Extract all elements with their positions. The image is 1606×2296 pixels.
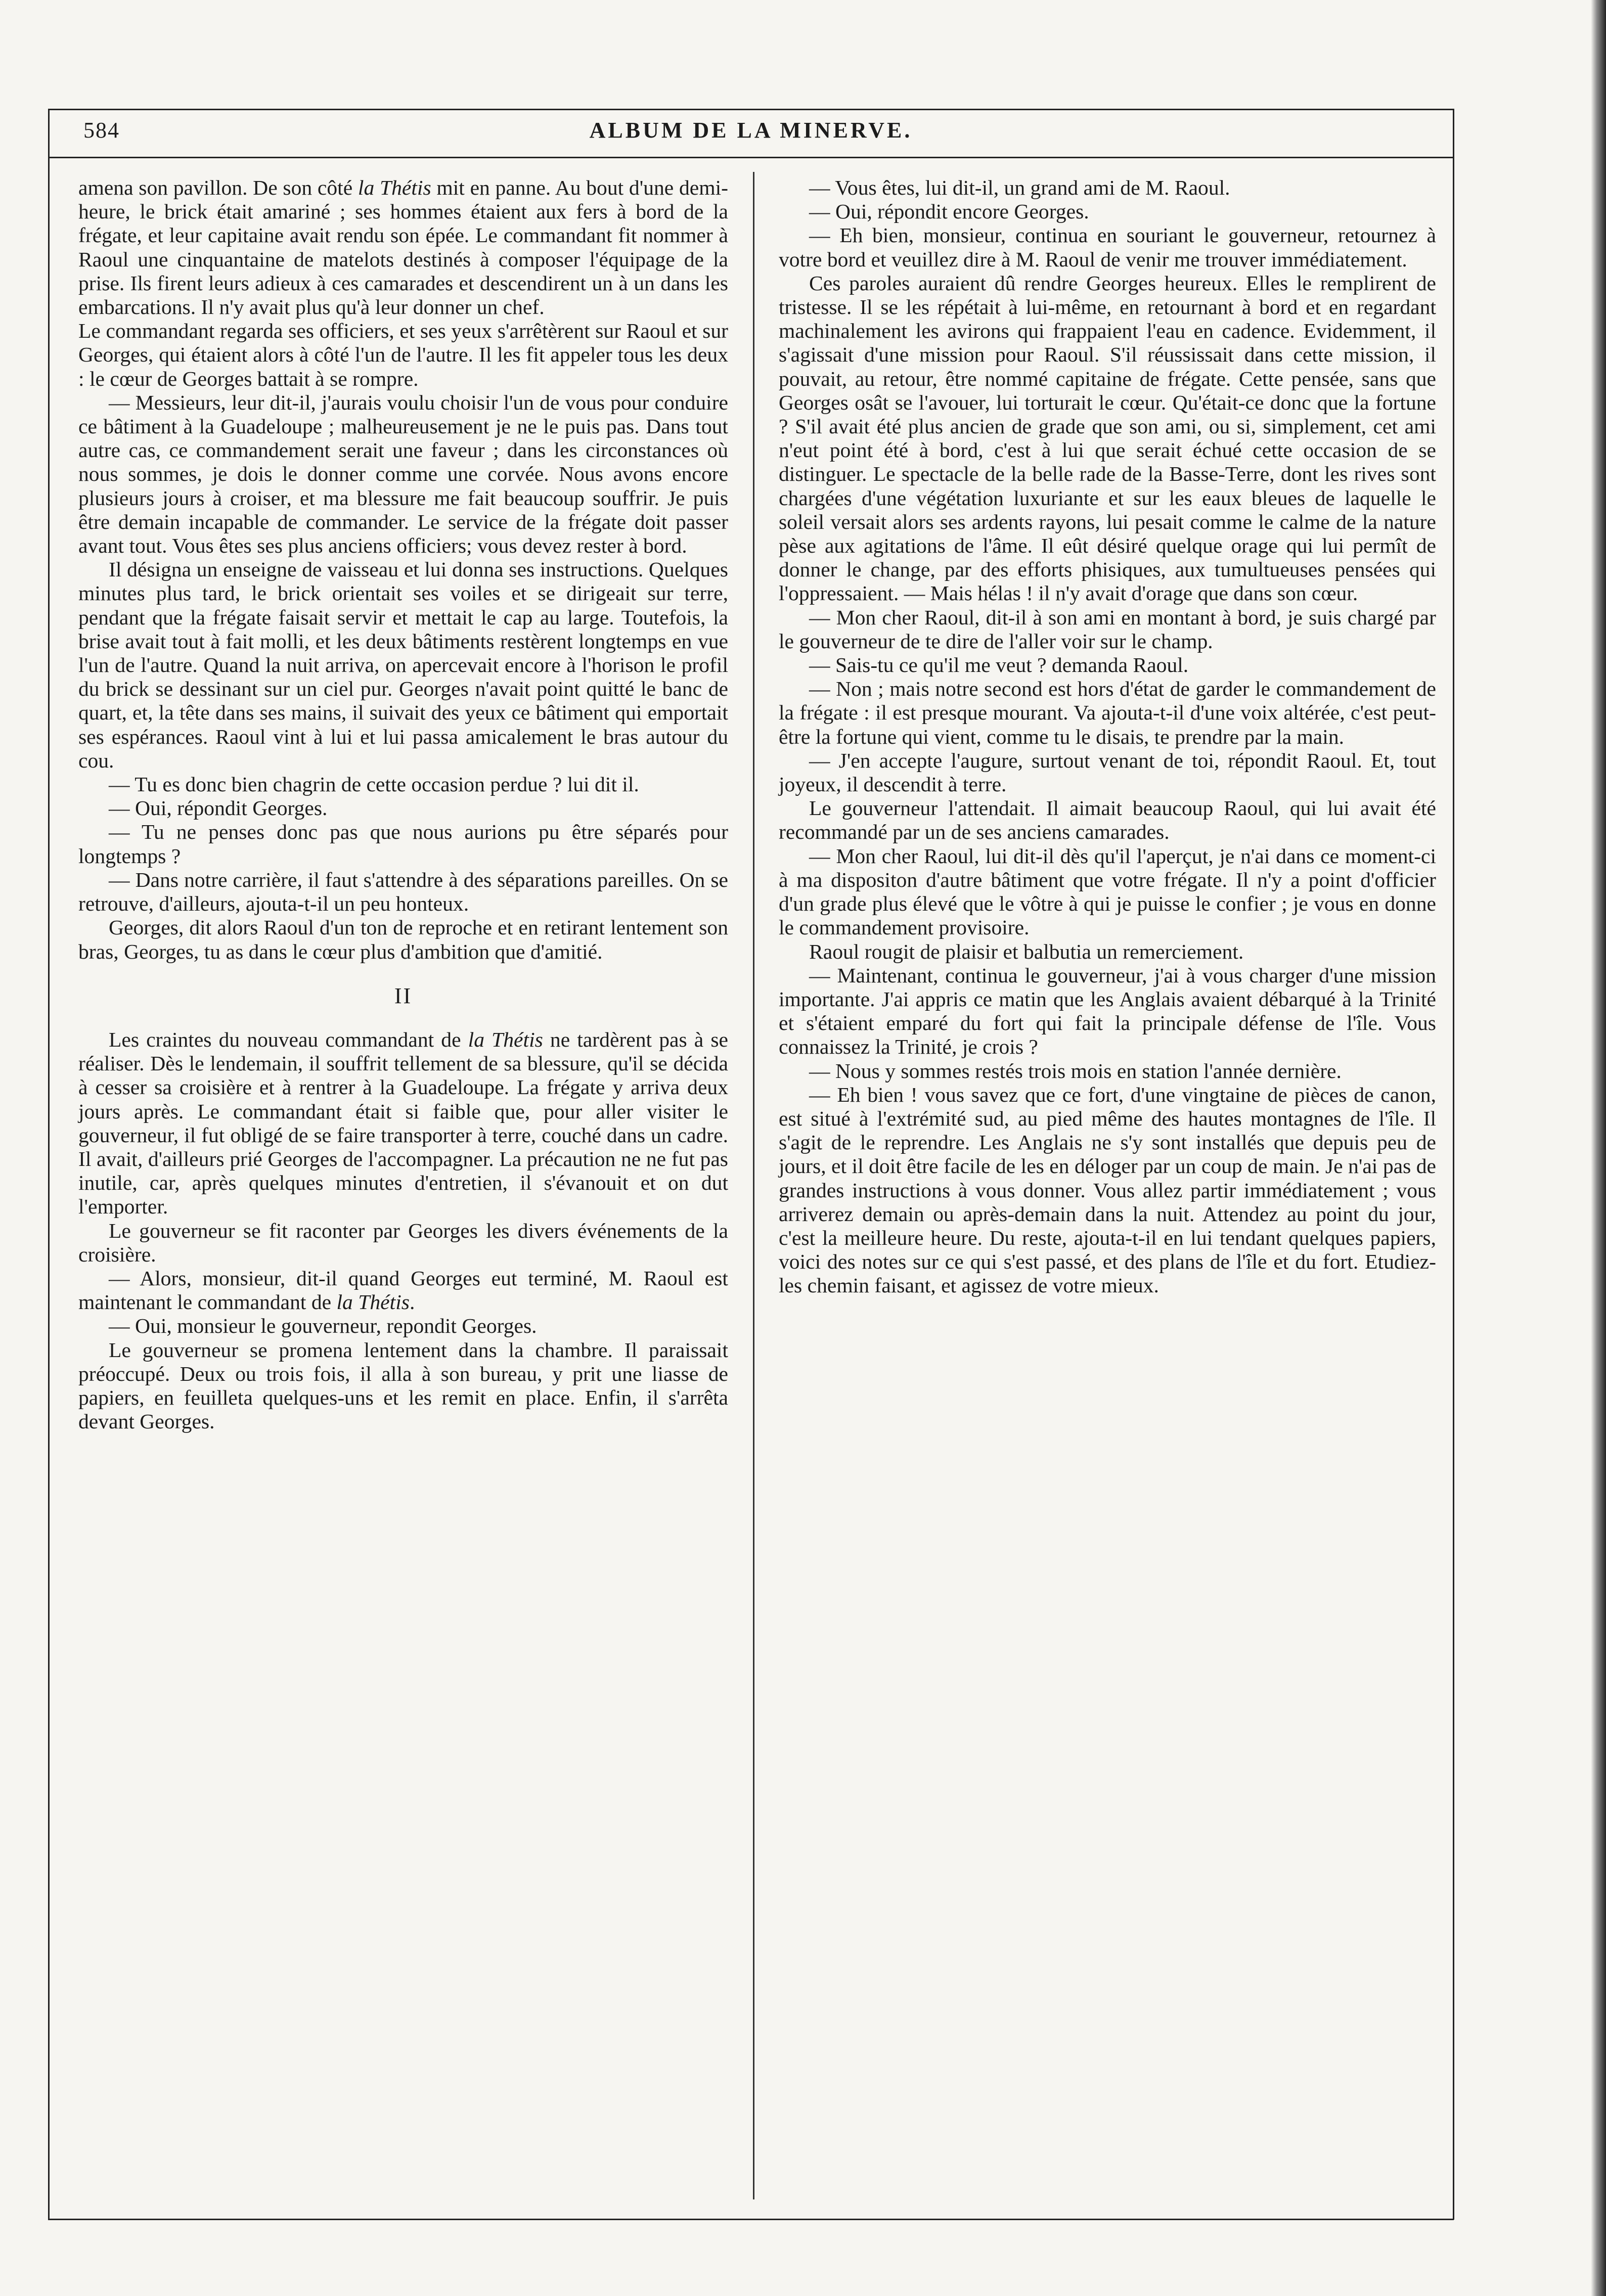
paragraph: Ces paroles auraient dû rendre Georges heureux. Elles le remplirent de tristesse. Il se les répétait à lui-même, en retournant à bord et en regardant machinalement les avirons qui frappaient l'eau en cadence. Evidemment, il s'agissait d'une mission pour Raoul. S'il réussissait dans cette mission, il pouvait, au retour, être nommé capitaine de frégate. Cette pensée, sans que Georges osât se l'avouer, lui torturait le cœur. Qu'était-ce donc que la fortune ? S'il avait été plus ancien de grade que son ami, ou si, simplement, cet ami n'eut point été à bord, c'est à lui que serait échué cette occasion de se distinguer. Le spectacle de la belle rade de la Basse-Terre, dont les rives sont chargées d'une végétation luxuriante et sur les eaux bleues de laquelle le soleil versait alors ses ardents rayons, lui pesait comme le calme de la nature pèse aux agitations de l'âme. Il eût désiré quelque orage qui lui permît de donner le change, par des efforts phisiques, aux tumultueuses pensées qui l'oppressaient. — Mais hélas ! il n'y avait d'orage que dans son cœur. (779, 271, 1436, 605)
paragraph: Georges, dit alors Raoul d'un ton de reproche et en retirant lentement son bras, Georges, tu as dans le cœur plus d'ambition que d'amitié. (78, 916, 728, 963)
paragraph: Le gouverneur se promena lentement dans la chambre. Il paraissait préoccupé. Deux ou trois fois, il alla à son bureau, y prit une liasse de papiers, en feuilleta quelques-uns et les remit en place. Enfin, il s'arrêta devant Georges. (78, 1338, 728, 1433)
text-run: Les craintes du nouveau commandant de (109, 1027, 468, 1051)
paragraph: Le gouverneur l'attendait. Il aimait beaucoup Raoul, qui lui avait été recommandé par un de ses anciens camarades. (779, 796, 1436, 844)
paragraph: Raoul rougit de plaisir et balbutia un remerciement. (809, 939, 1244, 963)
header-rule-bottom (48, 157, 1454, 158)
ship-name: la Thétis (358, 176, 431, 199)
frame-bottom-rule (48, 2219, 1454, 2220)
paragraph: — Sais-tu ce qu'il me veut ? demanda Raoul. (809, 653, 1189, 677)
paragraph (78, 1028, 728, 1219)
ship-name: la Thétis (336, 1290, 410, 1314)
paragraph: — Nous y sommes restés trois mois en station l'année dernière. (809, 1059, 1342, 1083)
page-binding-edge (1591, 0, 1606, 2296)
frame-right-rule (1453, 109, 1454, 2220)
section-heading: II (394, 983, 413, 1008)
paragraph: — Oui, répondit Georges. (109, 796, 328, 820)
paragraph: — Dans notre carrière, il faut s'attendre à des séparations pareilles. On se retrouve, d'ailleurs, ajouta-t-il un peu honteux. (78, 868, 728, 916)
paragraph: — Mon cher Raoul, lui dit-il dès qu'il l'aperçut, je n'ai dans ce moment-ci à ma dispositon d'autre bâtiment que votre frégate. Il n'y a point d'officier d'un grade plus élevé que le vôtre à qui je puisse le confier ; je vous en donne le commandement provisoire. (779, 844, 1436, 939)
paragraph: — Non ; mais notre second est hors d'état de garder le commandement de la frégate : il est presque mourant. Va ajouta-t-il d'une voix altérée, c'est peut-être la fortune qui vient, comme tu le disais, te prendre par la main. (779, 677, 1436, 748)
paragraph: — J'en accepte l'augure, surtout venant de toi, répondit Raoul. Et, tout joyeux, il descendit à terre. (779, 748, 1436, 796)
text-run: — Alors, monsieur, dit-il quand Georges eut terminé, M. Raoul est maintenant le commandant de (78, 1266, 728, 1314)
paragraph (78, 176, 728, 319)
paragraph: — Oui, répondit encore Georges. (809, 200, 1089, 223)
paragraph: Le commandant regarda ses officiers, et ses yeux s'arrêtèrent sur Raoul et sur Georges, qui étaient alors à côté l'un de l'autre. Il les fit appeler tous les deux : le cœur de Georges battait à se rompre. (78, 319, 728, 390)
text-run: mit en panne. Au bout d'une demi-heure, le brick était amariné ; ses hommes étaient aux fers à bord de la frégate, et leur capitaine avait rendu son épée. Le commandant fit nommer à Raoul une cinquantaine de matelots destinés à composer l'équipage de la prise. Ils firent leurs adieux à ces camarades et descendirent un à un dans les embarcations. Il n'y avait plus qu'à leur donner un chef. (78, 176, 728, 319)
paragraph: — Oui, monsieur le gouverneur, repondit Georges. (109, 1314, 537, 1338)
paragraph: — Mon cher Raoul, dit-il à son ami en montant à bord, je suis chargé par le gouverneur de te dire de l'aller voir sur le champ. (779, 605, 1436, 653)
paragraph: — Messieurs, leur dit-il, j'aurais voulu choisir l'un de vous pour conduire ce bâtiment à la Guadeloupe ; malheureusement je ne le puis pas. Dans tout autre cas, ce commandement serait une faveur ; dans les circonstances où nous sommes, je dois le donner comme une corvée. Nous avons encore plusieurs jours à croiser, et ma blessure me fait beaucoup souffrir. Je puis être demain incapable de commander. Le service de la frégate doit passer avant tout. Vous êtes ses plus anciens officiers; vous devez rester à bord. (78, 390, 728, 558)
left-column (78, 176, 728, 1433)
text-run: amena son pavillon. De son côté (78, 176, 358, 199)
paragraph: — Eh bien ! vous savez que ce fort, d'une vingtaine de pièces de canon, est situé à l'extrémité sud, au pied même des hautes montagnes de l'île. Il s'agit de le reprendre. Les Anglais ne s'y sont installés que depuis peu de jours, et il doit être facile de les en déloger par un coup de main. Je n'ai pas de grandes instructions à vous donner. Vous allez partir immédiatement ; vous arriverez demain ou après-demain dans la nuit. Attendez au point du jour, c'est la meilleure heure. Du reste, ajouta-t-il en lui tendant quelques papiers, voici des notes sur ce qui s'est passé, et des plans de l'île et du fort. Etudiez-les chemin faisant, et agissez de votre mieux. (779, 1083, 1436, 1297)
right-column (779, 176, 1436, 1298)
page-number: 584 (83, 118, 120, 143)
running-title: ALBUM DE LA MINERVE. (589, 118, 913, 143)
paragraph: — Vous êtes, lui dit-il, un grand ami de M. Raoul. (809, 176, 1230, 199)
paragraph: — Tu es donc bien chagrin de cette occasion perdue ? lui dit il. (109, 773, 639, 796)
paragraph (78, 1267, 728, 1314)
header-rule-top (48, 109, 1454, 110)
ship-name: la Thétis (468, 1027, 543, 1051)
paragraph: — Maintenant, continua le gouverneur, j'ai à vous charger d'une mission importante. J'ai appris ce matin que les Anglais avaient débarqué à la Trinité et s'étaient emparé du fort qui fait la principale défense de l'île. Vous connaissez la Trinité, je crois ? (779, 963, 1436, 1059)
page-header (48, 112, 1454, 156)
text-run: ne tardèrent pas à se réaliser. Dès le lendemain, il souffrit tellement de sa blessure, qu'il se décida à cesser sa croisière et à rentrer à la Guadeloupe. La frégate y arriva deux jours après. Le commandant était si faible que, pour aller visiter le gouverneur, il fut obligé de se faire transporter à terre, couché dans un cadre. Il avait, d'ailleurs prié Georges de l'accompagner. La précaution ne ne fut pas inutile, car, après quelques minutes d'entretien, il s'évanouit et on dut l'emporter. (78, 1027, 728, 1219)
column-divider (753, 172, 754, 2199)
text-run: . (409, 1290, 415, 1314)
paragraph: — Eh bien, monsieur, continua en souriant le gouverneur, retournez à votre bord et veuillez dire à M. Raoul de venir me trouver immédiatement. (779, 223, 1436, 271)
paragraph: Le gouverneur se fit raconter par Georges les divers événements de la croisière. (78, 1219, 728, 1266)
paragraph: Il désigna un enseigne de vaisseau et lui donna ses instructions. Quelques minutes plus tard, le brick orientait ses voiles et se dirigeait sur terre, pendant que la frégate faisait servir et mettait le cap au large. Toutefois, la brise avait tout à fait molli, et les deux bâtiments restèrent longtemps en vue l'un de l'autre. Quand la nuit arriva, on apercevait encore à l'horison le profil du brick se dessinant sur un ciel pur. Georges n'avait point quitté le banc de quart, et, la tête dans ses mains, il suivait des yeux ce bâtiment qui emportait ses espérances. Raoul vint à lui et lui passa amicalement le bras autour du cou. (78, 558, 728, 772)
paragraph: — Tu ne penses donc pas que nous aurions pu être séparés pour longtemps ? (78, 820, 728, 868)
frame-left-rule (48, 109, 50, 2220)
